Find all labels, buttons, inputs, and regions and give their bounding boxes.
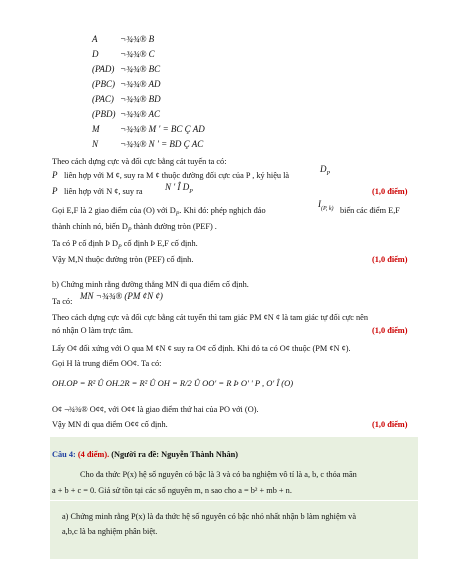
divider [50,500,418,501]
relation-lhs: (PBD) [92,109,116,119]
question-label: Câu 4: [52,450,76,459]
part-b-heading: b) Chứng minh rằng đường thẳng MN đi qua điểm cố định. [52,280,249,289]
score-label: (1,0 điểm) [372,255,408,264]
score-label: (1,0 điểm) [372,187,408,196]
part-b-line3: nó nhận O làm trực tâm. [52,326,133,335]
question-4-heading [52,450,238,459]
part-a-line2-pre: P [52,186,58,196]
part-a-line4: thành chính nó, biến $D_P$ thành đường tròn (PEF) . [52,222,217,234]
question-4-part-a1: a) Chứng minh rằng P(x) là đa thức hệ số nguyên có bậc nhỏ nhất nhận b làm nghiệm và [62,512,357,521]
part-b-line1: Ta có: [52,297,73,306]
relation-rhs: ¬¾¾® BC [120,64,161,74]
relation-lhs: D [92,49,99,59]
part-a-line1: liên hợp với M ¢, suy ra M ¢ thuộc đường đối cực của P , ký hiệu là [64,171,290,180]
part-b-line4: Lấy O¢ đối xứng với O qua M ¢N ¢ suy ra O¢ cố định. Khi đó ta có O¢ thuộc (PM ¢N ¢). [52,344,351,353]
part-a-line5: Ta có P cố định Þ $D_P$ cố định Þ E,F cố định. [52,239,198,251]
part-b-line8: Vậy MN đi qua điểm O¢¢ cố định. [52,420,168,429]
relation-rhs: ¬¾¾® BD [120,94,161,104]
relation-lhs: A [92,34,98,44]
part-a-line1-pre: P [52,170,58,180]
relation-rhs: ¬¾¾® AD [120,79,161,89]
relation-rhs: ¬¾¾® B [120,34,155,44]
relation-lhs: M [92,124,100,134]
score-label: (1,0 điểm) [372,420,408,429]
relation-lhs: (PAC) [92,94,114,104]
part-a-line6: Vậy M,N thuộc đường tròn (PEF) cố định. [52,255,194,264]
relation-lhs: (PAD) [92,64,115,74]
part-b-line6: OH.OP = R² Û OH.2R = R² Û OH = R/2 Û OO' = R Þ O' ' P , O' Î (O) [52,378,294,388]
part-a-line3: Gọi E,F là 2 giao điểm của (O) với $D_P$. Khi đó: phép nghịch đảo [52,206,266,218]
question-points: (4 điểm). [77,450,110,459]
part-a-intro: Theo cách dựng cực và đối cực bằng cát tuyến ta có: [52,157,227,166]
part-a-line2: liên hợp với N ¢, suy ra [64,187,143,196]
question-author: (Người ra đề: Nguyễn Thành Nhân) [111,450,239,459]
relation-rhs: ¬¾¾® N ' = BD Ç AC [120,139,204,149]
part-b-line7: O¢ ¬¾¾® O¢¢, với O¢¢ là giao điểm thứ hai của PO với (O). [52,405,259,414]
relation-rhs: ¬¾¾® AC [120,109,160,119]
question-4-part-a2: a,b,c là ba nghiệm phân biệt. [62,527,158,536]
part-b-line1-math: MN ¬¾¾® (PM ¢N ¢) [80,291,163,301]
question-4-body1: Cho đa thức P(x) hệ số nguyên có bậc là 3 và có ba nghiệm vô tỉ là a, b, c thỏa mãn [80,470,357,479]
question-4-body2: a + b + c = 0. Giả sử tồn tại các số nguyên m, n sao cho a = b² + mb + n. [52,486,292,495]
score-label: (1,0 điểm) [372,326,408,335]
part-a-line3c: biến các điểm E,F [340,206,400,215]
delta-symbol: $D_P$ [320,164,331,177]
part-a-line2-math: N ' Î $D_P$ [165,182,193,195]
inversion-symbol: $I_{(P, k)}$ [318,199,334,212]
part-b-line5: Gọi H là trung điểm OO¢. Ta có: [52,359,162,368]
relation-lhs: N [92,139,99,149]
part-b-line2: Theo cách dựng cực và đối cực bằng cát tuyến thì tam giác PM ¢N ¢ là tam giác tự đối cực nên [52,313,368,322]
relation-rhs: ¬¾¾® C [120,49,155,59]
relation-rhs: ¬¾¾® M ' = BC Ç AD [120,124,205,134]
relation-lhs: (PBC) [92,79,115,89]
